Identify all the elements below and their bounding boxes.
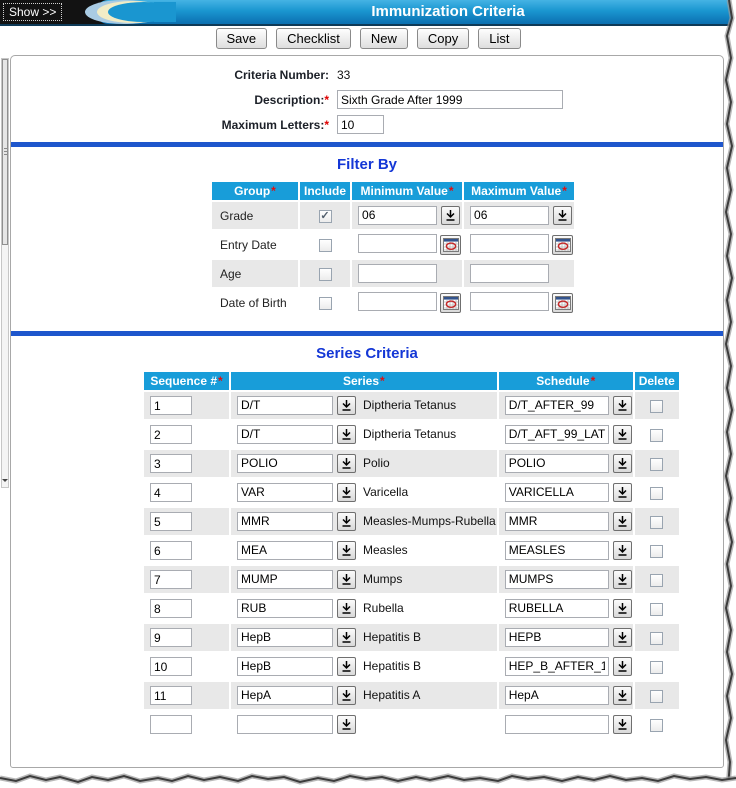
new-button[interactable]: New: [360, 28, 408, 49]
schedule-input[interactable]: [505, 715, 609, 734]
torn-edge-bottom: [0, 769, 736, 788]
schedule-dropdown-button[interactable]: [613, 396, 632, 415]
description-label: Description:*: [254, 92, 329, 107]
required-marker: *: [380, 374, 385, 388]
scrollbar-thumb[interactable]: [2, 59, 8, 245]
criteria-number-value: 33: [337, 67, 351, 82]
column-header-series: Series*: [231, 372, 497, 390]
series-input[interactable]: [237, 541, 333, 560]
series-dropdown-button[interactable]: [337, 541, 356, 560]
maximum-value-input[interactable]: [470, 206, 549, 225]
series-input[interactable]: [237, 425, 333, 444]
filter-group-label: Entry Date: [220, 237, 277, 252]
series-description: Measles: [363, 543, 408, 558]
delete-checkbox[interactable]: [650, 429, 663, 442]
maximum-letters-label: Maximum Letters:*: [221, 117, 329, 132]
series-input[interactable]: [237, 628, 333, 647]
schedule-dropdown-button[interactable]: [613, 483, 632, 502]
required-marker: *: [324, 92, 329, 107]
dropdown-arrow-icon: [341, 544, 352, 557]
series-input[interactable]: [237, 512, 333, 531]
dropdown-arrow-icon: [617, 631, 628, 644]
sequence-input[interactable]: [150, 599, 192, 618]
dropdown-arrow-icon: [341, 486, 352, 499]
list-button[interactable]: List: [478, 28, 520, 49]
sequence-input[interactable]: [150, 454, 192, 473]
calendar-icon: [443, 296, 459, 310]
filter-row: [212, 289, 574, 316]
sequence-input[interactable]: [150, 512, 192, 531]
sequence-input[interactable]: [150, 657, 192, 676]
required-marker: *: [562, 184, 567, 198]
series-row: [144, 450, 679, 477]
dropdown-button[interactable]: [441, 206, 460, 225]
criteria-number-label: Criteria Number:: [234, 67, 329, 82]
series-description: Hepatitis B: [363, 630, 422, 645]
schedule-input[interactable]: [505, 686, 609, 705]
series-row: [144, 537, 679, 564]
calendar-button[interactable]: [440, 235, 461, 255]
schedule-dropdown-button[interactable]: [613, 425, 632, 444]
filter-row: [212, 260, 574, 287]
calendar-icon: [555, 296, 571, 310]
series-description: Measles-Mumps-Rubella: [363, 514, 496, 529]
dropdown-arrow-icon: [341, 602, 352, 615]
dropdown-arrow-icon: [617, 718, 628, 731]
dropdown-arrow-icon: [617, 515, 628, 528]
series-dropdown-button[interactable]: [337, 454, 356, 473]
include-checkbox[interactable]: [319, 239, 332, 252]
minimum-value-input[interactable]: [358, 292, 437, 311]
series-dropdown-button[interactable]: [337, 396, 356, 415]
delete-checkbox[interactable]: [650, 516, 663, 529]
filter-row: [212, 202, 574, 229]
schedule-dropdown-button[interactable]: [613, 599, 632, 618]
include-checkbox[interactable]: [319, 268, 332, 281]
dropdown-arrow-icon: [341, 689, 352, 702]
series-row: [144, 595, 679, 622]
delete-checkbox[interactable]: [650, 632, 663, 645]
series-dropdown-button[interactable]: [337, 628, 356, 647]
minimum-value-input[interactable]: [358, 234, 437, 253]
delete-checkbox[interactable]: [650, 574, 663, 587]
toolbar: [0, 28, 736, 49]
series-row: [144, 653, 679, 680]
series-input[interactable]: [237, 454, 333, 473]
series-description: Diptheria Tetanus: [363, 398, 457, 413]
dropdown-arrow-icon: [617, 428, 628, 441]
series-dropdown-button[interactable]: [337, 483, 356, 502]
series-dropdown-button[interactable]: [337, 512, 356, 531]
dropdown-arrow-icon: [617, 689, 628, 702]
dropdown-arrow-icon: [617, 399, 628, 412]
series-input[interactable]: [237, 483, 333, 502]
schedule-dropdown-button[interactable]: [613, 541, 632, 560]
dropdown-arrow-icon: [445, 209, 456, 222]
sequence-input[interactable]: [150, 425, 192, 444]
include-checkbox[interactable]: [319, 210, 332, 223]
series-dropdown-button[interactable]: [337, 599, 356, 618]
sequence-input[interactable]: [150, 686, 192, 705]
criteria-number-row: [11, 64, 723, 85]
column-header-sequence-: Sequence #*: [144, 372, 229, 390]
dropdown-arrow-icon: [617, 573, 628, 586]
series-dropdown-button[interactable]: [337, 686, 356, 705]
crescent-logo-icon: [84, 0, 176, 24]
filter-row: [212, 231, 574, 258]
content-panel: [10, 55, 724, 768]
required-marker: *: [271, 184, 276, 198]
delete-checkbox[interactable]: [650, 661, 663, 674]
column-header-delete: Delete: [635, 372, 679, 390]
delete-checkbox[interactable]: [650, 458, 663, 471]
series-dropdown-button[interactable]: [337, 715, 356, 734]
description-row: [11, 89, 723, 110]
column-header-include: Include: [300, 182, 350, 200]
delete-checkbox[interactable]: [650, 690, 663, 703]
sequence-input[interactable]: [150, 715, 192, 734]
criteria-form: [11, 64, 723, 135]
required-marker: *: [448, 184, 454, 198]
delete-checkbox[interactable]: [650, 487, 663, 500]
required-marker: *: [590, 374, 596, 388]
schedule-dropdown-button[interactable]: [613, 657, 632, 676]
schedule-input[interactable]: [505, 657, 609, 676]
series-description: Rubella: [363, 601, 404, 616]
filter-group-label: Grade: [212, 202, 298, 229]
delete-checkbox[interactable]: [650, 719, 663, 732]
filter-table: [210, 180, 576, 318]
show-panel-link[interactable]: Show >>: [3, 3, 62, 21]
torn-edge-right: [722, 0, 736, 788]
schedule-dropdown-button[interactable]: [613, 628, 632, 647]
series-row: [144, 711, 679, 738]
delete-checkbox[interactable]: [650, 603, 663, 616]
calendar-icon: [443, 238, 459, 252]
filter-table-header-row: [212, 182, 574, 200]
save-button[interactable]: Save: [216, 28, 268, 49]
maximum-letters-input[interactable]: [337, 115, 384, 134]
sequence-input[interactable]: [150, 541, 192, 560]
sequence-input[interactable]: [150, 628, 192, 647]
dropdown-arrow-icon: [341, 573, 352, 586]
schedule-dropdown-button[interactable]: [613, 454, 632, 473]
series-criteria-table: [142, 370, 681, 740]
dropdown-arrow-icon: [341, 718, 352, 731]
title-bar: [0, 0, 736, 26]
minimum-value-input[interactable]: [358, 264, 437, 283]
dropdown-arrow-icon: [617, 486, 628, 499]
series-dropdown-button[interactable]: [337, 425, 356, 444]
series-row: [144, 682, 679, 709]
series-row: [144, 624, 679, 651]
delete-checkbox[interactable]: [650, 400, 663, 413]
calendar-button[interactable]: [552, 235, 573, 255]
description-input[interactable]: [337, 90, 563, 109]
schedule-input[interactable]: [505, 570, 609, 589]
dropdown-arrow-icon: [617, 602, 628, 615]
scrollbar-grip-icon: [4, 148, 7, 156]
schedule-input[interactable]: [505, 628, 609, 647]
series-input[interactable]: [237, 715, 333, 734]
dropdown-arrow-icon: [341, 457, 352, 470]
left-scrollbar[interactable]: [1, 58, 9, 488]
dropdown-arrow-icon: [341, 631, 352, 644]
column-header-group: Group*: [212, 182, 298, 200]
series-criteria-title: Series Criteria: [316, 345, 418, 362]
calendar-button[interactable]: [440, 293, 461, 313]
series-input[interactable]: [237, 657, 333, 676]
maximum-letters-row: [11, 114, 723, 135]
checklist-button[interactable]: Checklist: [276, 28, 351, 49]
scrollbar-down-arrow-icon[interactable]: [2, 479, 8, 485]
page-title: Immunization Criteria: [371, 3, 525, 20]
maximum-value-input[interactable]: [470, 234, 549, 253]
series-description: Varicella: [363, 485, 409, 500]
required-marker: *: [218, 374, 223, 388]
dropdown-arrow-icon: [341, 515, 352, 528]
sequence-input[interactable]: [150, 570, 192, 589]
series-input[interactable]: [237, 686, 333, 705]
schedule-dropdown-button[interactable]: [613, 570, 632, 589]
include-checkbox[interactable]: [319, 297, 332, 310]
series-row: [144, 421, 679, 448]
sequence-input[interactable]: [150, 396, 192, 415]
dropdown-arrow-icon: [617, 544, 628, 557]
series-description: Polio: [363, 456, 390, 471]
delete-checkbox[interactable]: [650, 545, 663, 558]
schedule-input[interactable]: [505, 454, 609, 473]
dropdown-arrow-icon: [341, 428, 352, 441]
filter-group-label: Age: [212, 260, 298, 287]
maximum-value-input[interactable]: [470, 264, 549, 283]
series-dropdown-button[interactable]: [337, 657, 356, 676]
series-input[interactable]: [237, 396, 333, 415]
copy-button[interactable]: Copy: [417, 28, 469, 49]
schedule-dropdown-button[interactable]: [613, 512, 632, 531]
schedule-input[interactable]: [505, 512, 609, 531]
calendar-icon: [555, 238, 571, 252]
section-divider: [11, 331, 723, 336]
filter-by-title: Filter By: [336, 156, 397, 173]
schedule-input[interactable]: [505, 396, 609, 415]
series-table-header-row: [144, 372, 679, 390]
filter-group-label: Date of Birth: [220, 295, 287, 310]
series-input[interactable]: [237, 570, 333, 589]
dropdown-arrow-icon: [617, 660, 628, 673]
maximum-value-input[interactable]: [470, 292, 549, 311]
sequence-input[interactable]: [150, 483, 192, 502]
column-header-minimum-value: Minimum Value*: [352, 182, 462, 200]
series-input[interactable]: [237, 599, 333, 618]
column-header-maximum-value: Maximum Value*: [464, 182, 574, 200]
minimum-value-input[interactable]: [358, 206, 437, 225]
dropdown-button[interactable]: [553, 206, 572, 225]
dropdown-arrow-icon: [341, 399, 352, 412]
calendar-button[interactable]: [552, 293, 573, 313]
schedule-input[interactable]: [505, 483, 609, 502]
dropdown-arrow-icon: [557, 209, 568, 222]
column-header-schedule: Schedule*: [499, 372, 633, 390]
schedule-dropdown-button[interactable]: [613, 715, 632, 734]
series-description: Mumps: [363, 572, 403, 587]
series-description: Hepatitis A: [363, 688, 421, 703]
schedule-input[interactable]: [505, 599, 609, 618]
section-divider: [11, 142, 723, 147]
series-description: Diptheria Tetanus: [363, 427, 457, 442]
series-row: [144, 508, 679, 535]
dropdown-arrow-icon: [617, 457, 628, 470]
schedule-input[interactable]: [505, 541, 609, 560]
schedule-input[interactable]: [505, 425, 609, 444]
dropdown-arrow-icon: [341, 660, 352, 673]
series-row: [144, 479, 679, 506]
series-row: [144, 566, 679, 593]
series-description: Hepatitis B: [363, 659, 422, 674]
required-marker: *: [324, 117, 329, 132]
series-row: [144, 392, 679, 419]
schedule-dropdown-button[interactable]: [613, 686, 632, 705]
series-dropdown-button[interactable]: [337, 570, 356, 589]
